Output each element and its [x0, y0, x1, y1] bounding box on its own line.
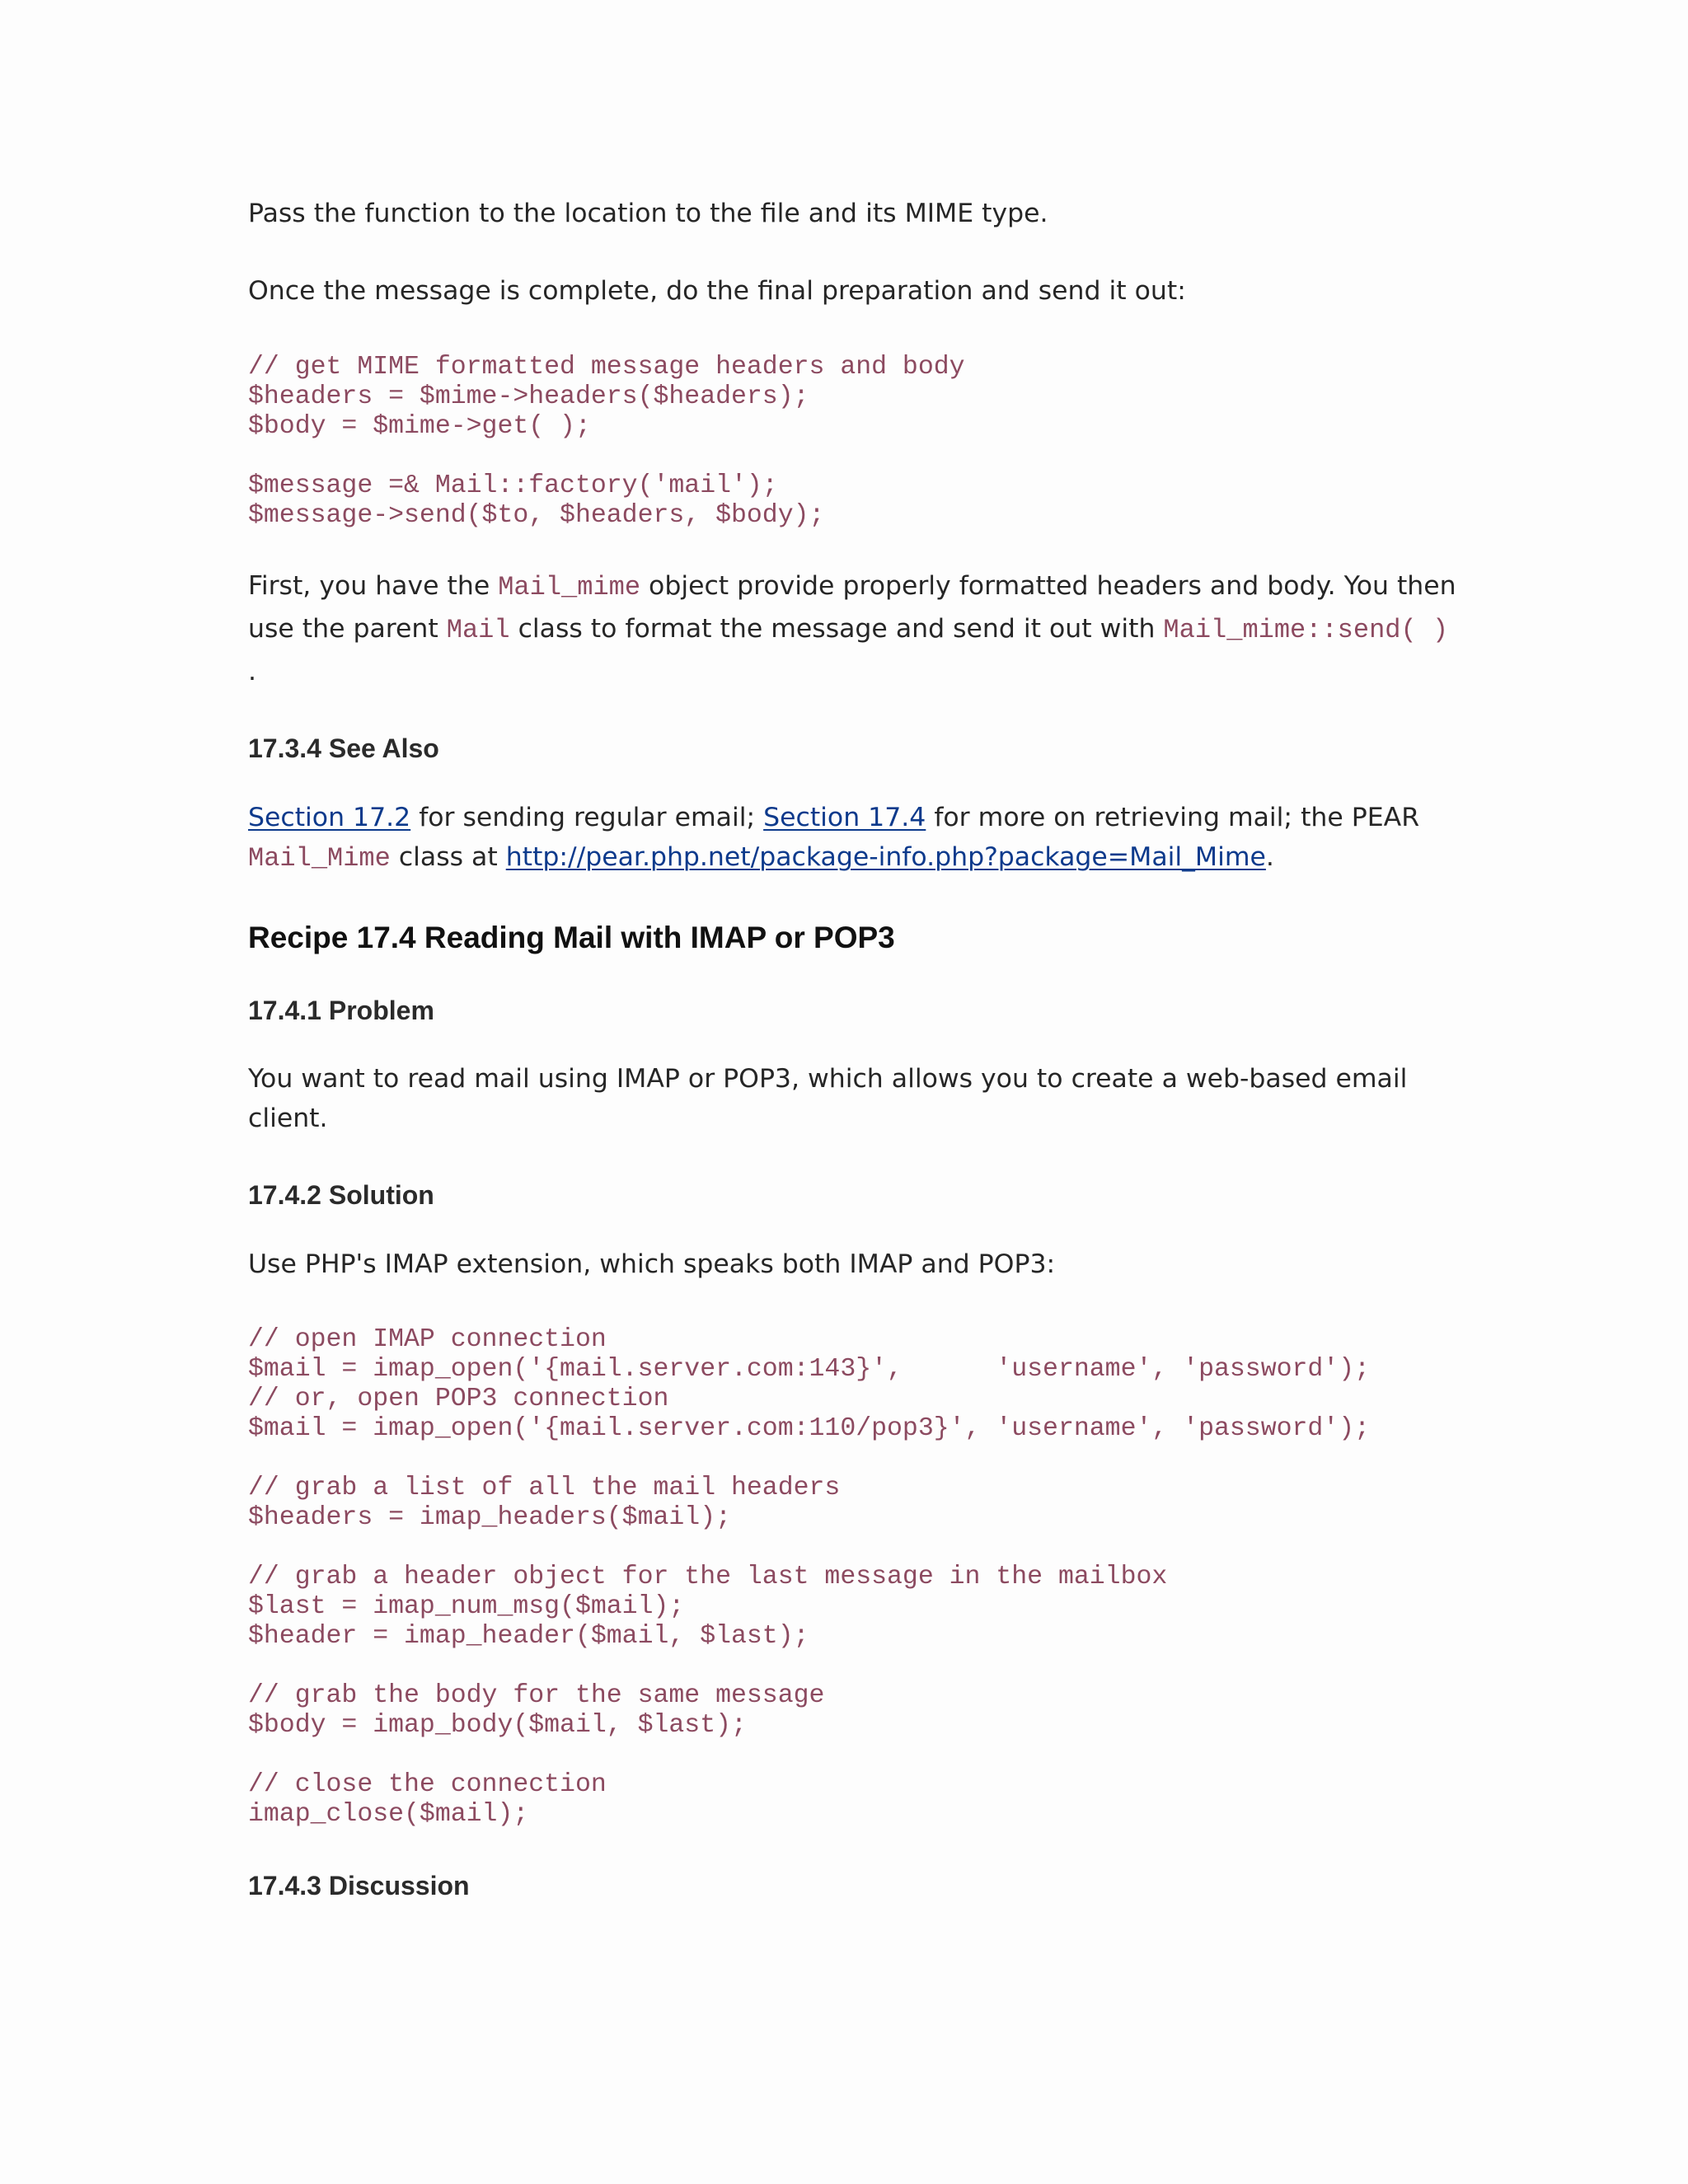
- heading-discussion: 17.4.3 Discussion: [248, 1871, 470, 1900]
- text-run: .: [248, 657, 257, 687]
- link-pear-mail-mime[interactable]: http://pear.php.net/package-info.php?package=Mail_Mime: [505, 842, 1266, 872]
- heading-solution: 17.4.2 Solution: [248, 1180, 434, 1210]
- paragraph-first-line-2: [248, 608, 1448, 651]
- paragraph-first-line: [248, 565, 1456, 608]
- paragraph-pass-function: Pass the function to the location to the file and its MIME type.: [248, 199, 1048, 228]
- text-run: object provide properly formatted headers and body. You then: [640, 571, 1456, 601]
- text-run: .: [1265, 842, 1274, 872]
- problem-line-1: You want to read mail using IMAP or POP3, which allows you to create a web-based email: [248, 1064, 1408, 1094]
- see-also-line-1: [248, 797, 1419, 838]
- inline-code-mail-mime-send: Mail_mime::send( ): [1163, 615, 1449, 645]
- paragraph-once-complete: Once the message is complete, do the final preparation and send it out:: [248, 276, 1186, 306]
- text-run: use the parent: [248, 614, 447, 644]
- text-run: class to format the message and send it out with: [509, 614, 1164, 644]
- paragraph-first-line-3: [248, 651, 256, 692]
- problem-line-2: client.: [248, 1104, 328, 1133]
- text-run: for sending regular email;: [410, 803, 764, 832]
- code-block-imap: // open IMAP connection $mail = imap_open('{mail.server.com:143}', 'username', 'password'); // or, open POP3 connection $mail = imap_open('{mail.server.com:110/pop3}', 'username', 'password'); // grab a list of all the mail headers $headers = imap_headers($mail); // grab a header object for the last message in the mailbox $last = imap_num_msg($mail); $header = imap_header($mail, $last); // grab the body for the same message $body = imap_body($mail, $last); // close the connection imap_close($mail);: [248, 1325, 1371, 1829]
- solution-text: Use PHP's IMAP extension, which speaks both IMAP and POP3:: [248, 1249, 1056, 1279]
- code-block-mime-send: // get MIME formatted message headers and body $headers = $mime->headers($headers); $body = $mime->get( ); $message =& Mail::factory('mail'); $message->send($to, $headers, $body);: [248, 353, 965, 530]
- inline-code-mail-mime: Mail_mime: [498, 572, 641, 602]
- inline-code-mail: Mail: [446, 615, 510, 645]
- see-also-line-2: [248, 837, 1274, 879]
- text-run: for more on retrieving mail; the PEAR: [926, 803, 1420, 832]
- heading-problem: 17.4.1 Problem: [248, 996, 434, 1025]
- link-section-17-4[interactable]: Section 17.4: [763, 803, 926, 832]
- inline-code-mail-mime-class: Mail_Mime: [248, 843, 391, 874]
- text-run: class at: [390, 842, 506, 872]
- text-run: First, you have the: [248, 571, 499, 601]
- heading-recipe-17-4: Recipe 17.4 Reading Mail with IMAP or POP3: [248, 921, 895, 954]
- link-section-17-2[interactable]: Section 17.2: [248, 803, 411, 832]
- heading-see-also: 17.3.4 See Also: [248, 733, 439, 763]
